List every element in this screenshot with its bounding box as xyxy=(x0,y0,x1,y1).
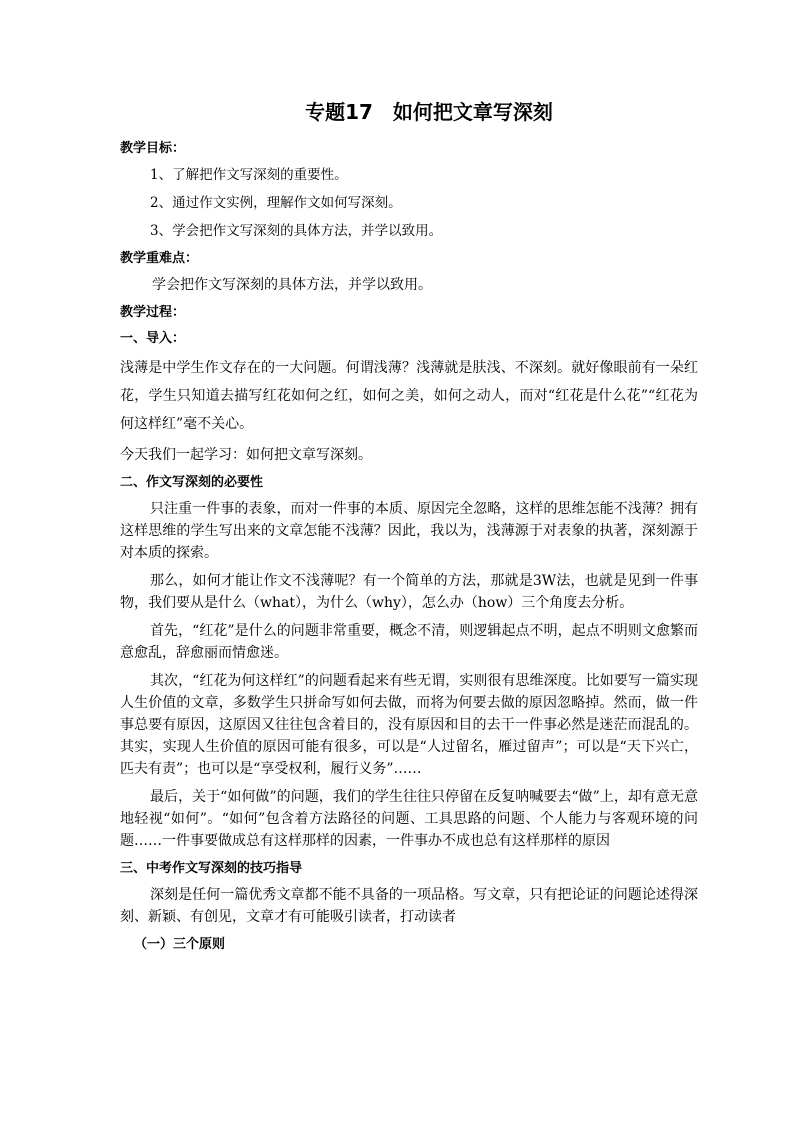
goal-item: 1、了解把作文写深刻的重要性。 xyxy=(150,167,348,183)
key-heading: 教学重难点： xyxy=(120,251,199,266)
subsection-heading: （一）三个原则 xyxy=(134,937,226,952)
section3-paragraph-1: 深刻是任何一篇优秀文章都不能不具备的一项品格。写文章，只有把论证的问题论述得深刻、新颖、有创见，文章才有可能吸引读者，打动读者 xyxy=(120,887,698,925)
goal-item: 3、学会把作文写深刻的具体方法，并学以致用。 xyxy=(150,223,443,239)
section2-paragraph-3: 首先，“红花”是什么的问题非常重要，概念不清，则逻辑起点不明，起点不明则文愈繁而意愈乱，辞愈丽而情愈迷。 xyxy=(120,623,698,661)
section2-paragraph-4: 其次，“红花为何这样红”的问题看起来有些无谓，实则很有思维深度。比如要写一篇实现人生价值的文章，多数学生只拼命写如何去做，而将为何要去做的原因忽略掉。然而，做一件事总要有原因，这原因又往往包含着目的，没有原因和目的去干一件事必然是迷茫而混乱的。其实，实现人生价值的原因可能有很多，可以是“人过留名，雁过留声”；可以是“天下兴亡，匹夫有责”；也可以是“享受权利，履行义务”…… xyxy=(120,673,698,777)
goal-item: 2、通过作文实例，理解作文如何写深刻。 xyxy=(150,195,402,211)
section2-paragraph-1: 只注重一件事的表象，而对一件事的本质、原因完全忽略，这样的思维怎能不浅薄？拥有这样思维的学生写出来的文章怎能不浅薄？因此，我以为，浅薄源于对表象的执著，深刻源于对本质的探索。 xyxy=(120,501,698,561)
intro-paragraph: 浅薄是中学生作文存在的一大问题。何谓浅薄？浅薄就是肤浅、不深刻。就好像眼前有一朵红花，学生只知道去描写红花如何之红，如何之美，如何之动人，而对“红花是什么花”“红花为何这样红”毫不关心。 xyxy=(120,360,698,432)
page-title: 专题17 如何把文章写深刻 xyxy=(305,100,553,124)
section2-paragraph-5: 最后，关于“如何做”的问题，我们的学生往往只停留在反复呐喊要去“做”上，却有意无意地轻视“如何”。“如何”包含着方法路径的问题、工具思路的问题、个人能力与客观环境的问题……一件事要做成总有这样那样的因素，一件事办不成也总有这样那样的原因 xyxy=(120,789,698,849)
section2-paragraph-2: 那么，如何才能让作文不浅薄呢？有一个简单的方法，那就是3W法，也就是见到一件事物，我们要从是什么（what），为什么（why），怎么办（how）三个角度去分析。 xyxy=(120,573,698,611)
section3-heading: 三、中考作文写深刻的技巧指导 xyxy=(120,861,303,876)
key-text: 学会把作文写深刻的具体方法，并学以致用。 xyxy=(152,277,432,293)
section2-heading: 二、作文写深刻的必要性 xyxy=(120,475,264,490)
goals-heading: 教学目标： xyxy=(120,141,186,156)
today-paragraph: 今天我们一起学习：如何把文章写深刻。 xyxy=(120,447,372,463)
section1-heading: 一、导入： xyxy=(120,331,186,346)
process-heading: 教学过程： xyxy=(120,305,186,320)
